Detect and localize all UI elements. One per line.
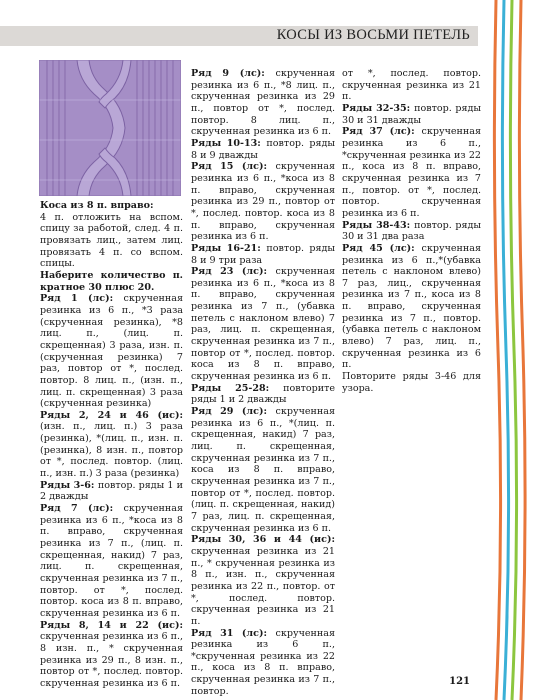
row-text: скрученная резинка из 6 п., *скрученная резинка из 22 п., коса из 8 п. вправо, скрученная резинка из 7 п., повтор. [191, 627, 335, 697]
paragraph [342, 68, 481, 103]
row-text: от *, послед. повтор. скрученная резинка из 21 п. [342, 68, 481, 103]
row-text: скрученная резинка из 6 п., *коса из 8 п. вправо, скрученная резинка из 7 п., (лиц. п. скрещенная, накид) 7 раз, лиц. п. скрещенная, скрученная резинка из 7 п., повтор. от *, послед. повтор. коса из 8 п. вправо, скрученная резинка из 6 п. [40, 503, 184, 619]
row-heading: Ряд 15 (лс): [191, 161, 276, 173]
row-text: скрученная резинка из 6 п., *(лиц. п. скрещенная, накид) 7 раз, лиц. п. скрещенная, скрученная резинка из 7 п., коса из 8 п. вправо, скрученная резинка из 7 п., повтор от *, послед. повтор. (лиц. п. скрещенная, накид) 7 раз, лиц. п. скрещенная, скрученная резинка из 6 п. [191, 406, 335, 534]
page-number: 121 [449, 676, 470, 687]
paragraph [191, 243, 335, 266]
column-3 [342, 68, 481, 394]
row-text: Наберите количество п. кратное 30 плюс 20. [40, 269, 183, 293]
row-text: повторите ряды 1 и 2 дважды [191, 382, 335, 406]
row-text: скрученная резинка из 6 п.,*(убавка петель с наклоном влево) 7 раз, лиц., скрученная резинка из 7 п., коса из 8 п. вправо, скрученная резинка из 7 п., повтор. (убавка петель с наклоном влево) 7 раз, лиц. п., скрученная резинка из 6 п. [342, 242, 481, 371]
row-text: скрученная резинка из 6 п., *коса из 8 п. вправо, скрученная резинка из 29 п., повтор от *, послед. повтор. коса из 8 п. вправо, скрученная резинка из 6 п. [191, 161, 335, 243]
paragraph [191, 68, 335, 138]
row-text: скрученная резинка из 6 п., *скрученная резинка из 22 п., коса из 8 п. вправо, скрученная резинка из 7 п., повтор. от *, послед. повтор. скрученная резинка из 6 п. [342, 126, 481, 219]
row-text: повтор. ряды 1 и 2 дважды [40, 479, 183, 503]
paragraph [40, 503, 183, 620]
row-heading: Ряды 25-28: [191, 382, 284, 394]
row-heading: Ряды 32-35: [342, 102, 415, 114]
paragraph [191, 406, 335, 534]
row-heading: Ряды 2, 24 и 46 (ис): [40, 409, 183, 421]
row-heading: Ряды 30, 36 и 44 (ис): [191, 534, 335, 546]
paragraph [342, 220, 481, 243]
row-text: скрученная резинка из 6 п., 8 изн. п., * скрученная резинка из 29 п., 8 изн. п., повтор от *, послед. повтор. скрученная резинка из 6 п. [40, 631, 184, 689]
page-title: КОСЫ ИЗ ВОСЬМИ ПЕТЕЛЬ [276, 27, 470, 43]
paragraph [342, 371, 481, 394]
row-heading: Ряд 29 (лс): [191, 406, 276, 418]
row-heading: Ряд 9 (лс): [191, 68, 276, 79]
row-heading: Ряд 45 (лс): [342, 242, 422, 254]
row-heading: Ряд 1 (лс): [40, 293, 124, 305]
row-text: повтор. ряды 8 и 9 дважды [191, 137, 335, 161]
row-heading: Ряды 38-43: [342, 219, 415, 231]
paragraph [191, 383, 335, 406]
row-heading: Ряд 37 (лс): [342, 126, 422, 138]
row-heading: Ряд 7 (лс): [40, 503, 124, 515]
paragraph [40, 200, 183, 212]
paragraph [342, 103, 481, 126]
decorative-stripes [490, 0, 530, 700]
paragraph [40, 293, 183, 410]
paragraph [40, 270, 183, 293]
row-text: повтор. ряды 30 и 31 дважды [342, 102, 481, 126]
row-text: повтор. ряды 8 и 9 три раза [191, 242, 335, 266]
paragraph [191, 628, 335, 698]
row-text: скрученная резинка из 6 п., *коса из 8 п. вправо, скрученная резинка из 7 п., (убавка петель с наклоном влево) 7 раз, лиц. п. скрещенная, скрученная резинка из 7 п., повтор от *, послед. повтор. коса из 8 п. вправо, скрученная резинка из 6 п. [191, 266, 335, 383]
paragraph [40, 410, 183, 480]
paragraph [191, 138, 335, 161]
paragraph [191, 534, 335, 627]
row-text: повтор. ряды 30 и 31 два раза [342, 219, 481, 243]
paragraph [40, 620, 183, 690]
row-text: скрученная резинка из 6 п., *8 лиц. п., скрученная резинка из 29 п., повтор от *, послед. повтор. 8 лиц. п., скрученная резинка из 6 п. [191, 68, 335, 138]
paragraph [342, 243, 481, 371]
row-heading: Ряд 31 (лс): [191, 627, 276, 639]
paragraph [191, 161, 335, 243]
row-heading: Ряды 10-13: [191, 137, 267, 149]
row-text: скрученная резинка из 6 п., *3 раза (скрученная резинка), *8 лиц. п., (лиц. п. скрещенная) 3 раза, изн. п. (скрученная резинка) 7 раз, повтор от *, послед. повтор. 8 лиц. п., (изн. п., лиц. п. скрещенная) 3 раза (скрученная резинка) [40, 293, 183, 410]
row-text: Повторите ряды 3-46 для узора. [342, 371, 481, 394]
row-text: (изн. п., лиц. п.) 3 раза (резинка), *(лиц. п., изн. п. (резинка), 8 изн. п., повтор от *, послед. повтор. (лиц. п., изн. п.) 3 раза (резинка) [40, 421, 183, 480]
row-text: скрученная резинка из 21 п., * скрученная резинка из 8 п., изн. п., скрученная резинка из 22 п., повтор. от *, послед. повтор. скрученная резинка из 21 п. [191, 545, 335, 627]
row-heading: Ряд 23 (лс): [191, 266, 276, 278]
row-heading: Ряды 8, 14 и 22 (ис): [40, 619, 183, 631]
paragraph [191, 266, 335, 383]
column-2 [191, 68, 335, 697]
row-heading: Ряды 16-21: [191, 242, 267, 254]
paragraph [40, 480, 183, 503]
row-heading: Ряды 3-6: [40, 479, 98, 491]
row-text: Коса из 8 п. вправо: [40, 200, 154, 211]
row-text: 4 п. отложить на вспом. спицу за работой, след. 4 п. провязать лиц., затем лиц. провязать 4 п. со вспом. спицы. [40, 211, 183, 270]
column-1 [40, 200, 183, 690]
knitted-swatch-photo [39, 60, 181, 196]
paragraph [40, 212, 183, 270]
paragraph [342, 126, 481, 219]
